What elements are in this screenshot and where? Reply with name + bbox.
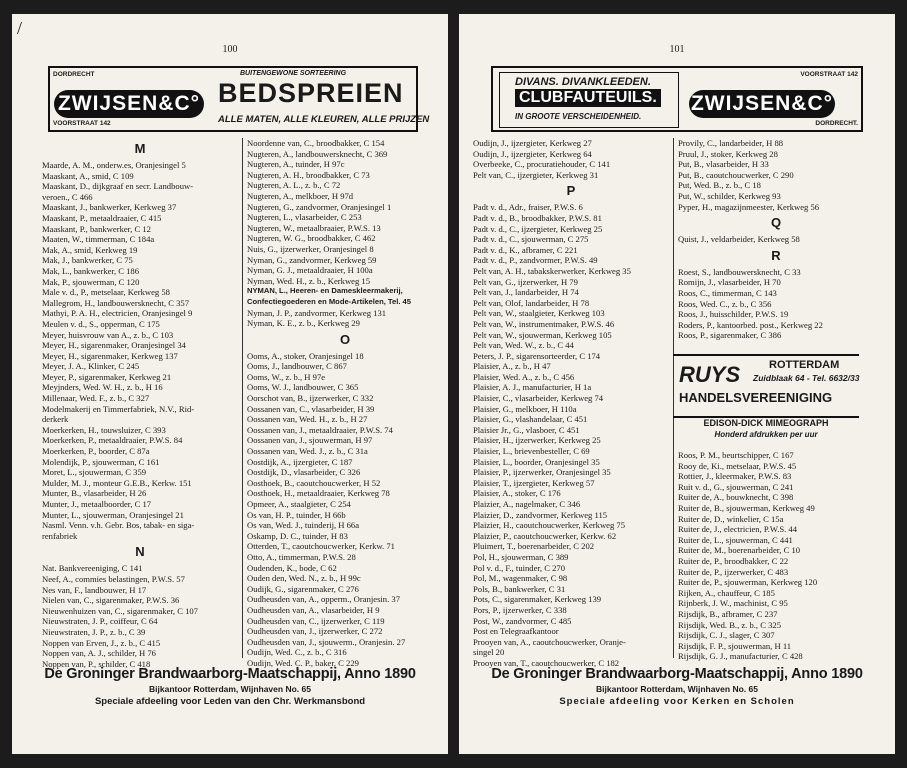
ad-bottom-line: ALLE MATEN, ALLE KLEUREN, ALLE PRIJZEN (218, 114, 430, 125)
page-number: 100 (222, 44, 238, 55)
directory-entry: Ruiter de, D., winkelier, C 15a (678, 513, 784, 524)
directory-entry: Noordenne van, C., broodbakker, C 154 (247, 138, 385, 148)
directory-entry: Male v. d., P., metselaar, Kerkweg 58 (42, 287, 170, 298)
directory-entry: Nugteren, G., zandvormer, Oranjesingel 1 (247, 201, 392, 212)
footer-line-2: Bijkantoor Rotterdam, Wijnhaven No. 65 (596, 684, 758, 694)
directory-entry: Maaskant, D., dijkgraaf en secr. Landbouw- (42, 181, 194, 192)
directory-entry: Ruiter de, A., bouwknecht, C 398 (678, 492, 794, 503)
directory-entry: Plaisier, P., ijzerwerker, Oranjesingel 35 (473, 467, 611, 478)
directory-entry: Nugteren, W., metaalbraaier, P.W.S. 13 (247, 222, 381, 233)
directory-entry: Padt v. d., C., ijzergieter, Kerkweg 25 (473, 223, 603, 234)
directory-entry: Plaizier, D., zandvormer, Kerkweg 115 (473, 509, 608, 520)
directory-entry: Roos, P., sigarenmaker, C 386 (678, 330, 782, 341)
directory-entry: Plaisier, A. J., manufacturier, H 1a (473, 382, 592, 393)
section-letter: R (771, 247, 781, 263)
directory-entry: Ruiter de, P., ijzerwerker, C 483 (678, 566, 789, 577)
directory-entry: Pelt van, W., sjouwerman, Kerkweg 105 (473, 329, 612, 340)
directory-entry: Moerkerken, H., touwsluizer, C 393 (42, 424, 166, 435)
directory-entry: Rijken, A., chauffeur, C 185 (678, 587, 775, 598)
directory-entry: Oudheusden van, C., ijzerwerker, C 119 (247, 615, 385, 626)
directory-entry: Put, B., caoutchoucwerker, C 290 (678, 169, 794, 180)
directory-entry: Neef, A., commies belastingen, P.W.S. 57 (42, 573, 185, 584)
directory-entry: Oudheusden van, J., ijzerwerker, C 272 (247, 626, 383, 637)
directory-entry: Meyer, J. A., Klinker, C 245 (42, 361, 140, 372)
directory-entry: Mathyi, P. A. H., electricien, Oranjesingel 9 (42, 308, 193, 319)
directory-entry: Rijnberk, J. W., machinist, C 95 (678, 598, 788, 609)
directory-entry: renfabriek (42, 530, 78, 541)
edison-line-2: Honderd afdrukken per uur (714, 430, 818, 439)
directory-entry: Nieuwstraten, J. P., z. b., C 39 (42, 626, 146, 637)
directory-entry: Pluimert, T., boerenarbeider, C 202 (473, 541, 595, 552)
directory-entry: Prooyen van, A., caoutchoucwerker, Oranje- (473, 636, 626, 647)
directory-entry: Oskamp, D. C., tuinder, H 83 (247, 530, 348, 541)
directory-entry: Pelt van, C., ijzergieter, Kerkweg 31 (473, 169, 599, 180)
directory-entry: Nugteren, A. H., broodbakker, C 73 (247, 169, 370, 180)
directory-entry: Ooms, W., z. b., H 97e (247, 371, 326, 382)
directory-entry: Plaisier, G., vlashandelaar, C 451 (473, 414, 588, 425)
footer-line-2: Bijkantoor Rotterdam, Wijnhaven No. 65 (149, 684, 311, 694)
ad-brand: ZWIJSEN&C° (689, 90, 835, 118)
right-page (459, 14, 895, 754)
directory-entry: Plaisier, G., melkboer, H 110a (473, 403, 577, 414)
directory-entry: Nugteren, A., tuinder, H 97c (247, 159, 345, 170)
directory-entry: Provily, C., landarbeider, H 88 (678, 138, 784, 148)
directory-entry: Os van, Wed. J., tuinderij, H 66a (247, 520, 360, 531)
directory-entry: Noppen van Erven, J., z. b., C 415 (42, 637, 161, 648)
directory-entry: Oudijk, G., sigarenmaker, C 276 (247, 583, 359, 594)
section-letter: P (566, 183, 576, 199)
directory-entry: Molendijk, P., sjouwerman, C 161 (42, 456, 160, 467)
directory-entry: Millenaar, Wed. F., z. b., C 327 (42, 393, 150, 404)
ad-street: VOORSTRAAT 142 (53, 120, 111, 127)
directory-entry: Oudheusden van, A., opperm., Oranjesin. 37 (247, 594, 400, 605)
directory-entry: Pelt van, Wed. W., z. b., C 44 (473, 340, 574, 351)
insurance-footer (459, 666, 895, 707)
directory-entry: Plaizier, H., caoutchoucwerker, Kerkweg 75 (473, 520, 626, 531)
directory-entry: Prooyen van, T., caoutchoucwerker, C 182 (473, 657, 620, 668)
directory-entry: Ruiter de, J., electricien, P.W.S. 44 (678, 524, 798, 535)
directory-entry: Nugteren, A., melkboer, H 97d (247, 190, 354, 201)
ad-top-line: BUITENGEWONE SORTEERING (240, 70, 347, 77)
directory-entry: Meyer, huisvrouw van A., z. b., C 103 (42, 329, 174, 340)
directory-entry: Padt v. d., Adr., fraiser, P.W.S. 6 (473, 202, 583, 213)
left-page (12, 14, 448, 754)
directory-entry: Maaskant, P., bankwerker, C 12 (42, 223, 151, 234)
directory-entry: Romijn, J., vlasarbeider, H 70 (678, 277, 781, 288)
directory-entry: Plaisier, L., brievenbesteller, C 69 (473, 446, 590, 457)
directory-entry: Oossanen van, Wed. J., z. b., C 31a (247, 446, 368, 457)
directory-entry: Maaten, W., timmerman, C 184a (42, 234, 155, 245)
ad-street: VOORSTRAAT 142 (800, 71, 858, 78)
directory-entry: Plaisier, Wed. A., z. b., C 456 (473, 371, 575, 382)
directory-entry: Ooms, J., landbouwer, C 867 (247, 361, 347, 372)
directory-entry: Mallegrom, H., landbouwersknecht, C 357 (42, 297, 190, 308)
directory-entry: Nugteren, W. G., broodbakker, C 462 (247, 233, 376, 244)
ad-brand: ZWIJSEN&C° (54, 90, 204, 118)
directory-entry: Plaisier, C., vlasarbeider, Kerkweg 74 (473, 393, 604, 404)
directory-entry: Mak, L., bankwerker, C 186 (42, 265, 140, 276)
directory-entry: Roders, P., kantoorbed. post., Kerkweg 22 (678, 319, 823, 330)
directory-entry: Nielen van, C., sigarenmaker, P.W.S. 36 (42, 595, 180, 606)
zwijsen-bedspreien-ad (48, 66, 430, 132)
directory-entry: singel 20 (473, 647, 505, 658)
ad-headline: BEDSPREIEN (218, 78, 404, 108)
directory-entry: Nat. Bankvereeniging, C 141 (42, 563, 143, 574)
directory-entry: Maaskant, J., bankwerker, Kerkweg 37 (42, 202, 177, 213)
ruys-name: RUYS (679, 362, 741, 387)
directory-entry: Munter, L., sjouwerman, Oranjesingel 21 (42, 509, 184, 520)
directory-entry: Rottier, J., kleermaker, P.W.S. 83 (678, 471, 792, 482)
left-column-2 (242, 138, 443, 668)
right-column-2-top (678, 138, 874, 341)
directory-entry: Ouden den, Wed. N., z. b., H 99c (247, 573, 361, 584)
directory-entry: Pol, M., wagenmaker, C 98 (473, 573, 568, 584)
directory-entry: Post, W., zandvormer, C 485 (473, 615, 572, 626)
directory-entry: Pelt van, W., staalgieter, Kerkweg 103 (473, 308, 605, 319)
directory-entry: NYMAN, L., Heeren- en Dameskleermakerij, (247, 286, 403, 296)
directory-entry: Os van, H. P., tuinder, H 66b (247, 509, 346, 520)
directory-entry: Nuis, G., ijzerwerker, Oranjesingel 8 (247, 243, 374, 254)
directory-entry: Moret, L., sjouwerman, C 359 (42, 467, 147, 478)
directory-entry: Oudenden, K., bode, C 62 (247, 562, 337, 573)
directory-entry: Rijsdijk, Wed. B., z. b., C 325 (678, 619, 781, 630)
edison-ad (673, 418, 859, 439)
directory-entry: Ruiter de, M., boerenarbeider, C 10 (678, 545, 801, 556)
directory-entry: Ooms, A., stoker, Oranjesingel 18 (247, 350, 364, 361)
directory-entry: Oosthoek, H., metaaldraaier, Kerkweg 78 (247, 488, 390, 499)
directory-entry: Rijsdijk, C. J., slager, C 307 (678, 630, 775, 641)
directory-entry: Nyman, G., zandvormer, Kerkweg 59 (247, 254, 377, 265)
directory-entry: derkerk (42, 414, 69, 425)
directory-entry: Put, W., schilder, Kerkweg 93 (678, 190, 781, 201)
directory-columns (42, 138, 440, 669)
footer-line-1: De Groninger Brandwaarborg-Maatschappij, Anno 1890 (44, 666, 416, 682)
directory-entry: Mak, J., bankwerker, C 75 (42, 255, 133, 266)
directory-entry: Oostdijk, D., vlasarbeider, C 326 (247, 467, 361, 478)
ad-city: DORDRECHT (53, 71, 95, 78)
directory-entry: Modelmakerij en Timmerfabriek, N.V., Rid- (42, 403, 195, 414)
directory-entry: Pol, H., sjouwerman, C 389 (473, 551, 569, 562)
edison-line-1: EDISON-DICK MIMEOGRAPH (703, 418, 829, 428)
directory-entry: Overbeeke, C., procuratiehouder, C 141 (473, 159, 611, 170)
directory-entry: Meyer, H., sigarenmaker, Oranjesingel 34 (42, 340, 186, 351)
directory-entry: Maarde, A. M., onderw.es, Oranjesingel 5 (42, 160, 186, 170)
directory-entry: Ooms, W. J., landbouwer, C 365 (247, 382, 359, 393)
directory-entry: Pelt van, W., instrumentmaker, P.W.S. 46 (473, 318, 615, 329)
right-column-2-bottom (678, 450, 870, 662)
section-letter: N (135, 544, 145, 560)
directory-entry: Nyman, K. E., z. b., Kerkweg 29 (247, 318, 360, 329)
directory-entry: Pol v. d., F., tuinder, C 270 (473, 562, 565, 573)
directory-entry: Padt v. d., B., broodbakker, P.W.S. 81 (473, 212, 602, 223)
directory-entry: Padt v. d., P., zandvormer, P.W.S. 49 (473, 255, 598, 266)
directory-entry: Oudijn, Wed. C. P., baker, C 229 (247, 657, 359, 668)
directory-entry: Moerkerken, P., boorder, C 87a (42, 446, 150, 457)
directory-entry: Nasml. Venn. v.h. Gebr. Bos, tabak- en siga- (42, 520, 195, 531)
directory-entry: Noppen van, P., schilder, C 418 (42, 658, 151, 669)
directory-entry: Ruiter de, P., broodbakker, C 22 (678, 555, 789, 566)
directory-entry: Nyman, Wed. H., z. b., Kerkweg 15 (247, 275, 371, 286)
directory-entry: Roos, C., timmerman, C 143 (678, 287, 777, 298)
directory-entry: Maaskant, A., smid, C 109 (42, 170, 134, 181)
directory-entry: Oostdijk, A., ijzergieter, C 187 (247, 456, 353, 467)
directory-entry: Plaisier, T., ijzergieter, Kerkweg 57 (473, 477, 595, 488)
directory-entry: Confectiegoederen en Mode-Artikelen, Tel. 45 (247, 296, 412, 306)
footer-line-1: De Groninger Brandwaarborg-Maatschappij, Anno 1890 (491, 666, 863, 682)
directory-entry: Noppen van, A. J., schilder, H 76 (42, 648, 156, 659)
directory-entry: Nugteren, A. L., z. b., C 72 (247, 180, 341, 191)
directory-entry: Munter, J., metaalboorder, C 17 (42, 499, 152, 509)
directory-entry: Mak, P., sjouwerman, C 120 (42, 276, 140, 287)
directory-entry: Pols, B., bankwerker, C 31 (473, 583, 566, 594)
directory-entry: Post en Telegraafkantoor (473, 626, 559, 637)
directory-entry: Padt v. d., K., afbramer, C 221 (473, 244, 578, 255)
directory-entry: Meyer, H., sigarenmaker, Kerkweg 137 (42, 350, 178, 361)
section-letter: M (134, 141, 146, 156)
directory-entry: Opmeer, A., staalgieter, C 254 (247, 499, 351, 509)
directory-entry: Quist, J., veldarbeider, Kerkweg 58 (678, 234, 800, 245)
footer-line-3: Speciale afdeeling voor Kerken en Scholen (559, 696, 795, 707)
directory-entry: Oossanen van, Wed. H., z. b., H 27 (247, 414, 368, 425)
directory-entry: Peters, J. P., sigarensorteerder, C 174 (473, 350, 601, 361)
directory-entry: Oudijn, Wed. C., z. b., C 316 (247, 647, 347, 658)
ruys-ad (673, 354, 859, 418)
corner-mark: / (17, 18, 23, 38)
ruys-address: Zuidblaak 64 - Tel. 6632/33 (753, 373, 860, 383)
ad-city: DORDRECHT. (815, 120, 858, 127)
ad-line-1: DIVANS. DIVANKLEEDEN. (515, 76, 651, 88)
directory-entry: Roest, S., landbouwersknecht, C 33 (678, 266, 801, 277)
directory-entry: Plaisier, H., ijzerwerker, Kerkweg 25 (473, 435, 601, 446)
directory-entry: Oosthoek, B., caoutchoucwerker, H 52 (247, 477, 381, 488)
directory-entry: Roos, P. M., beurtschipper, C 167 (678, 450, 794, 460)
directory-entry: Nieuwenhuizen van, C., sigarenmaker, C 107 (42, 605, 198, 616)
ruys-tagline: HANDELSVEREENIGING (679, 390, 833, 405)
directory-entry: Pelt van, A. H., tabakskerwerker, Kerkweg 35 (473, 265, 631, 276)
directory-entry: Oudijn, J., ijzergieter, Kerkweg 27 (473, 138, 592, 148)
ad-line-2: CLUBFAUTEUILS. (515, 89, 661, 107)
section-letter: Q (770, 215, 782, 231)
directory-entry: Ruiter de, B., sjouwerman, Kerkweg 49 (678, 502, 815, 513)
left-column-1 (42, 138, 241, 669)
directory-entry: Oorschot van, B., ijzerwerker, C 332 (247, 393, 374, 404)
directory-entry: Roos, Wed. C., z. b., C 356 (678, 298, 772, 309)
directory-entry: Ruiter de, L., sjouwerman, C 441 (678, 534, 793, 545)
directory-entry: Pors, P., ijzerwerker, C 338 (473, 604, 567, 615)
directory-entry: Rijsdijk, B., afbramer, C 237 (678, 608, 778, 619)
right-column-1 (473, 138, 672, 669)
directory-entry: Put, Wed. B., z. b., C 18 (678, 180, 761, 191)
directory-entry: Ruit v. d., G., sjouwerman, C 241 (678, 481, 794, 492)
directory-entry: Plaisier Jr., G., vlasboer, C 451 (473, 424, 580, 435)
directory-entry: Nyman, G. J., metaaldraaier, H 100a (247, 265, 373, 276)
directory-entry: Padt v. d., C., sjouwerman, C 275 (473, 234, 589, 245)
directory-entry: Otto, A., timmerman, P.W.S. 28 (247, 551, 356, 562)
directory-entry: Rijsdijk, F. P., sjouwerman, H 11 (678, 640, 792, 651)
directory-entry: Nugteren, L., vlasarbeider, C 253 (247, 212, 362, 223)
directory-entry: Otterden, T., caoutchoucwerker, Kerkw. 71 (247, 541, 395, 552)
directory-entry: Pyper, H., magazijnmeester, Kerkweg 56 (678, 201, 820, 212)
ruys-city: ROTTERDAM (769, 359, 840, 371)
directory-entry: Nyman, J. P., zandvormer, Kerkweg 131 (247, 307, 387, 318)
insurance-footer (12, 666, 448, 707)
directory-entry: Plaisier, A., stoker, C 176 (473, 488, 561, 499)
section-letter: O (339, 331, 351, 347)
directory-entry: Meyjnders, Wed. W. H., z. b., H 16 (42, 382, 163, 393)
directory-entry: Rijsdijk, G. J., manufacturier, C 428 (678, 651, 803, 662)
zwijsen-divans-ad (491, 66, 863, 132)
directory-entry: Pelt van, J., landarbeider, H 74 (473, 287, 579, 298)
directory-entry: Oossanen van, C., vlasarbeider, H 39 (247, 403, 375, 414)
directory-entry: Pots, C., sigarenmaker, Kerkweg 139 (473, 594, 602, 605)
directory-entry: Rooy de, Ki., metselaar, P.W.S. 45 (678, 460, 797, 471)
directory-entry: Plaisier, L., boorder, Oranjesingel 35 (473, 456, 600, 467)
directory-entry: veroen., C 466 (42, 191, 93, 202)
directory-entry: Mak, A., smid, Kerkweg 19 (42, 244, 138, 255)
footer-line-3: Speciale afdeeling voor Leden van den Chr. Werkmansbond (94, 696, 366, 707)
directory-entry: Put, B., vlasarbeider, H 33 (678, 159, 769, 170)
page-number: 101 (669, 44, 685, 55)
directory-entry: Plaizier, P., caoutchoucwerker, Kerkw. 62 (473, 530, 617, 541)
directory-entry: Oossanen van, J., metaaldraaier, P.W.S. 74 (247, 424, 393, 435)
directory-entry: Moerkerken, P., metaaldraaier, P.W.S. 84 (42, 435, 183, 446)
directory-entry: Plaizier, A., nagelmaker, C 346 (473, 499, 581, 509)
directory-entry: Oossanen van, J., sjouwerman, H 97 (247, 435, 373, 446)
directory-entry: Oudheusden van, J., sjouwerm., Oranjesin. 27 (247, 636, 406, 647)
directory-entry: Pelt van, G., ijzerwerker, H 79 (473, 276, 578, 287)
directory-entry: Nugteren, A., landbouwersknecht, C 369 (247, 148, 388, 159)
directory-entry: Plaisier, A., z. b., H 47 (473, 361, 551, 372)
directory-entry: Nes van, F., landbouwer, H 17 (42, 584, 147, 595)
directory-entry: Pelt van, Olof, landarbeider, H 78 (473, 297, 590, 308)
directory-entry: Pruul, J., stoker, Kerkweg 28 (678, 148, 778, 159)
directory-entry: Munter, B., vlasarbeider, H 26 (42, 488, 147, 499)
ad-line-3: IN GROOTE VERSCHEIDENHEID. (515, 112, 642, 121)
directory-entry: Ruiter de, P., sjouwerman, Kerkweg 120 (678, 577, 818, 588)
directory-entry: Meulen v. d., S., opperman, C 175 (42, 318, 160, 329)
directory-entry: Oudheusden van, A., vlasarbeider, H 9 (247, 604, 380, 615)
directory-entry: Maaskant, P., metaaldraaier, C 415 (42, 212, 162, 223)
directory-entry: Mulder, M. J., monteur G.E.B., Kerkw. 151 (42, 477, 192, 488)
directory-entry: Nieuwstraten, J. P., coiffeur, C 64 (42, 616, 158, 627)
directory-entry: Roos, J., huisschilder, P.W.S. 19 (678, 309, 789, 320)
directory-entry: Meyer, P., sigarenmaker, Kerkweg 21 (42, 371, 172, 382)
directory-entry: Oudijn, J., ijzergieter, Kerkweg 64 (473, 148, 592, 159)
